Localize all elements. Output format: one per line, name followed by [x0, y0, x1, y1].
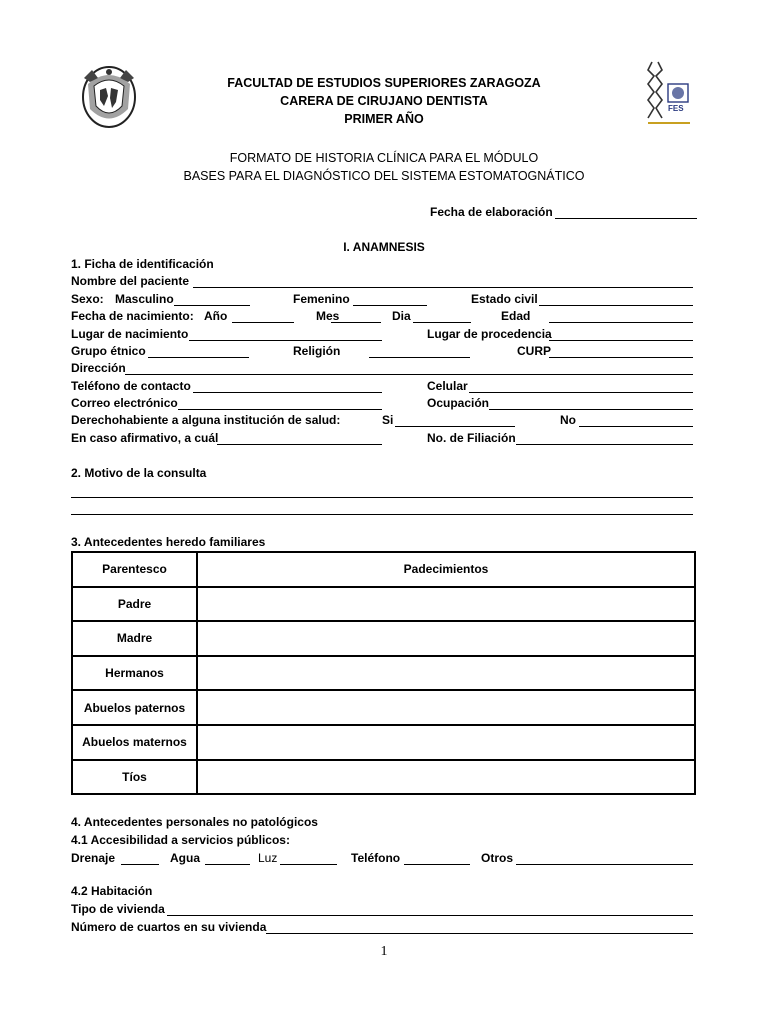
direccion-field[interactable] [125, 374, 693, 375]
table-row [72, 760, 695, 795]
family-history-table [71, 551, 696, 795]
ficha-identificacion-label: 1. Ficha de identificación [71, 257, 214, 271]
fecha-nacimiento-row [71, 309, 693, 325]
form-title-line1: FORMATO DE HISTORIA CLÍNICA PARA EL MÓDULO [229, 151, 539, 165]
religion-field[interactable] [369, 357, 470, 358]
fecha-elaboracion-label: Fecha de elaboración [430, 205, 553, 219]
antecedentes-no-patologicos-label: 4. Antecedentes personales no patológicos [71, 815, 318, 829]
padecimientos-cell[interactable] [197, 690, 695, 725]
correo-label: Correo electrónico [71, 396, 178, 410]
num-cuartos-label: Número de cuartos en su vivienda [71, 920, 267, 934]
table-row [72, 690, 695, 725]
otros-field[interactable] [516, 864, 693, 865]
accesibilidad-label: 4.1 Accesibilidad a servicios públicos: [71, 833, 290, 847]
estado-civil-field[interactable] [539, 305, 693, 306]
num-cuartos-row [71, 920, 693, 936]
otros-label: Otros [481, 851, 514, 865]
direccion-row [71, 361, 693, 377]
correo-row [71, 396, 693, 412]
fecha-elaboracion-field[interactable] [555, 218, 697, 219]
curp-label: CURP [517, 344, 552, 358]
curp-field[interactable] [549, 357, 693, 358]
lugar-nacimiento-field[interactable] [189, 340, 382, 341]
institution-name: FACULTAD DE ESTUDIOS SUPERIORES ZARAGOZA [227, 76, 541, 90]
edad-label: Edad [501, 309, 531, 323]
section-anamnesis-title: I. ANAMNESIS [343, 240, 425, 254]
grupo-etnico-row [71, 344, 693, 360]
nombre-row [71, 274, 693, 290]
telefono-label: Teléfono de contacto [71, 379, 191, 393]
relative-label: Abuelos maternos [72, 725, 197, 760]
antecedentes-heredo-heading [71, 535, 693, 551]
derechohabiente-row [71, 413, 693, 429]
padecimientos-cell[interactable] [197, 587, 695, 622]
celular-field[interactable] [469, 392, 693, 393]
motivo-consulta-heading [71, 466, 693, 482]
parentesco-header: Parentesco [72, 552, 197, 587]
accesibilidad-heading [71, 833, 693, 849]
tipo-vivienda-row [71, 902, 693, 918]
mes-label: Mes [316, 309, 340, 323]
masculino-field[interactable] [174, 305, 250, 306]
table-row [72, 656, 695, 691]
telefono-servicio-label: Teléfono [351, 851, 401, 865]
edad-field[interactable] [549, 322, 693, 323]
padecimientos-cell[interactable] [197, 725, 695, 760]
si-field[interactable] [395, 426, 515, 427]
anio-label: Año [204, 309, 228, 323]
religion-label: Religión [293, 344, 341, 358]
caso-afirmativo-row [71, 431, 693, 447]
tipo-vivienda-label: Tipo de vivienda [71, 902, 165, 916]
padecimientos-cell[interactable] [197, 621, 695, 656]
grupo-etnico-field[interactable] [148, 357, 249, 358]
ocupacion-field[interactable] [489, 409, 693, 410]
form-title-line2: BASES PARA EL DIAGNÓSTICO DEL SISTEMA ESTOMATOGNÁTICO [183, 169, 585, 183]
dia-field[interactable] [413, 322, 471, 323]
lugar-procedencia-label: Lugar de procedencia [427, 327, 552, 341]
motivo-consulta-label: 2. Motivo de la consulta [71, 466, 207, 480]
fes-logo-text: FES [668, 104, 684, 113]
table-header-row [72, 552, 695, 587]
si-label: Si [382, 413, 394, 427]
relative-label: Madre [72, 621, 197, 656]
num-cuartos-field[interactable] [266, 933, 693, 934]
relative-label: Hermanos [72, 656, 197, 691]
relative-label: Tíos [72, 760, 197, 795]
padecimientos-header: Padecimientos [197, 552, 695, 587]
grupo-etnico-label: Grupo étnico [71, 344, 146, 358]
servicios-row [71, 851, 693, 867]
ocupacion-label: Ocupación [427, 396, 490, 410]
fecha-nacimiento-label: Fecha de nacimiento: [71, 309, 194, 323]
fecha-elaboracion-row [71, 205, 693, 221]
antecedentes-no-patologicos-heading [71, 815, 693, 831]
sexo-label: Sexo: [71, 292, 104, 306]
nombre-label: Nombre del paciente [71, 274, 190, 288]
agua-label: Agua [170, 851, 200, 865]
habitacion-heading [71, 884, 693, 900]
table-row [72, 725, 695, 760]
luz-field[interactable] [280, 864, 337, 865]
page-number: 1 [380, 944, 388, 959]
table-row [72, 621, 695, 656]
no-filiacion-field[interactable] [516, 444, 693, 445]
femenino-label: Femenino [293, 292, 350, 306]
antecedentes-heredo-label: 3. Antecedentes heredo familiares [71, 535, 266, 549]
relative-label: Abuelos paternos [72, 690, 197, 725]
no-filiacion-label: No. de Filiación [427, 431, 516, 445]
mes-field[interactable] [331, 322, 381, 323]
no-field[interactable] [579, 426, 693, 427]
padecimientos-cell[interactable] [197, 656, 695, 691]
relative-label: Padre [72, 587, 197, 622]
habitacion-label: 4.2 Habitación [71, 884, 153, 898]
anio-field[interactable] [232, 322, 294, 323]
sexo-row [71, 292, 693, 308]
nombre-field[interactable] [193, 287, 693, 288]
derechohabiente-label: Derechohabiente a alguna institución de salud: [71, 413, 341, 427]
no-label: No [560, 413, 576, 427]
motivo-consulta-line-2[interactable] [71, 514, 693, 515]
ficha-identificacion-heading [71, 257, 693, 273]
career-name: CARERA DE CIRUJANO DENTISTA [280, 94, 488, 108]
estado-civil-label: Estado civil [471, 292, 538, 306]
table-row [72, 587, 695, 622]
telefono-field[interactable] [193, 392, 382, 393]
correo-field[interactable] [178, 409, 382, 410]
drenaje-label: Drenaje [71, 851, 116, 865]
direccion-label: Dirección [71, 361, 126, 375]
masculino-label: Masculino [115, 292, 174, 306]
year-label: PRIMER AÑO [344, 112, 424, 126]
lugar-nacimiento-label: Lugar de nacimiento [71, 327, 189, 341]
agua-field[interactable] [205, 864, 250, 865]
motivo-consulta-line-1[interactable] [71, 497, 693, 498]
femenino-field[interactable] [353, 305, 427, 306]
caso-afirmativo-label: En caso afirmativo, a cuál [71, 431, 219, 445]
luz-label: Luz [258, 851, 278, 865]
telefono-row [71, 379, 693, 395]
padecimientos-cell[interactable] [197, 760, 695, 795]
lugar-procedencia-field[interactable] [549, 340, 693, 341]
caso-afirmativo-field[interactable] [217, 444, 382, 445]
dia-label: Dia [392, 309, 411, 323]
telefono-servicio-field[interactable] [404, 864, 470, 865]
celular-label: Celular [427, 379, 468, 393]
drenaje-field[interactable] [121, 864, 159, 865]
tipo-vivienda-field[interactable] [167, 915, 693, 916]
lugar-row [71, 327, 693, 343]
